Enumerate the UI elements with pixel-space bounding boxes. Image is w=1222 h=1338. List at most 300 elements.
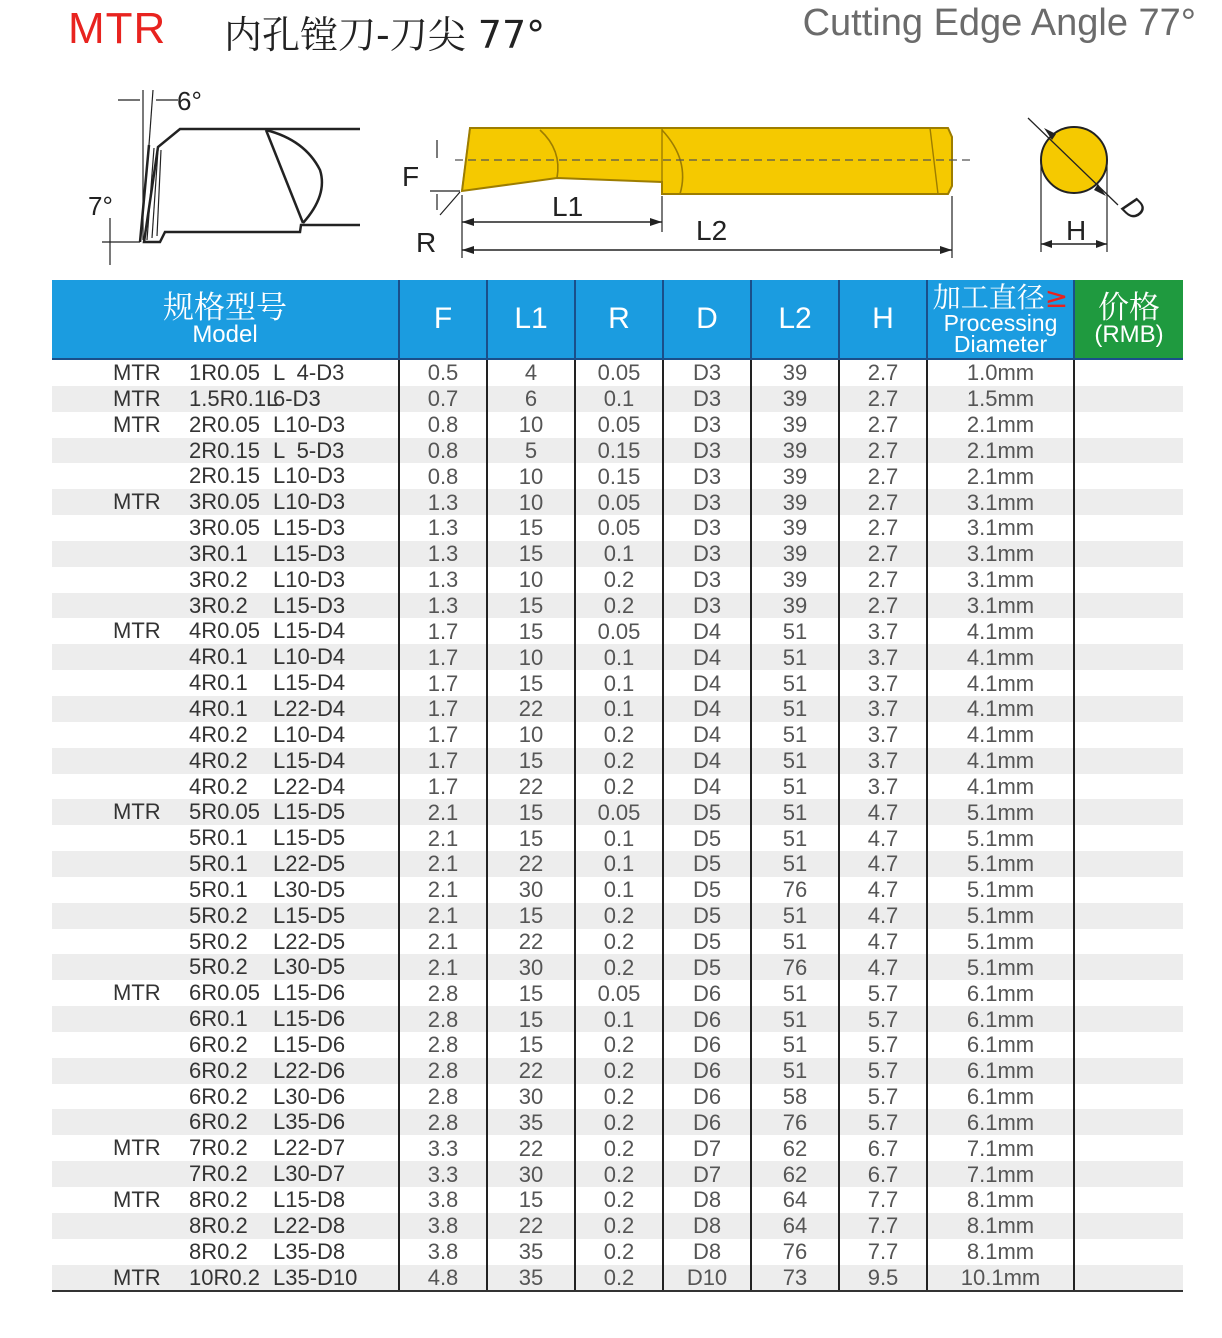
cell-h: 3.7 (839, 748, 927, 774)
table-row (52, 567, 1183, 593)
model-part-b: 6-D3 (273, 385, 321, 411)
cell-d: D3 (663, 359, 751, 386)
cell-l1: 10 (487, 489, 575, 515)
cell-l2: 51 (751, 644, 839, 670)
model-part-b: L10-D3 (273, 566, 346, 592)
cell-processing-diameter: 3.1mm (927, 541, 1074, 567)
cell-model (52, 774, 399, 800)
model-part-a: 2R0.15 (189, 463, 260, 489)
table-header-row (52, 280, 1183, 359)
cell-h: 2.7 (839, 541, 927, 567)
cell-processing-diameter: 8.1mm (927, 1213, 1074, 1239)
model-part-b: L15-D6 (273, 980, 346, 1006)
model-part-b: L15-D4 (273, 618, 346, 644)
model-part-pre: MTR (113, 799, 161, 825)
model-part-b: L10-D4 (273, 644, 346, 670)
model-part-a: 5R0.1 (189, 825, 248, 851)
cell-f: 1.7 (399, 670, 487, 696)
cell-r: 0.15 (575, 463, 663, 489)
label-l1: L1 (552, 191, 584, 222)
table-row (52, 359, 1183, 386)
model-part-a: 4R0.2 (189, 773, 248, 799)
model-part-b: L30-D6 (273, 1083, 346, 1109)
cell-model (52, 1058, 399, 1084)
model-part-pre: MTR (113, 1264, 161, 1290)
cell-processing-diameter: 4.1mm (927, 618, 1074, 644)
cell-l1: 35 (487, 1109, 575, 1135)
cell-processing-diameter: 8.1mm (927, 1187, 1074, 1213)
model-part-a: 3R0.1 (189, 540, 248, 566)
cell-d: D8 (663, 1239, 751, 1265)
cell-processing-diameter: 6.1mm (927, 1109, 1074, 1135)
cell-f: 3.3 (399, 1135, 487, 1161)
model-part-pre: MTR (113, 385, 161, 411)
cell-price (1074, 825, 1183, 851)
cell-r: 0.1 (575, 1006, 663, 1032)
cell-r: 0.05 (575, 489, 663, 515)
cell-d: D5 (663, 929, 751, 955)
cell-price (1074, 593, 1183, 619)
cell-l1: 22 (487, 929, 575, 955)
cell-l1: 22 (487, 774, 575, 800)
cell-r: 0.2 (575, 1265, 663, 1292)
cell-h: 5.7 (839, 1109, 927, 1135)
cell-f: 1.3 (399, 489, 487, 515)
cell-model (52, 799, 399, 825)
table-row (52, 1135, 1183, 1161)
cell-l2: 76 (751, 877, 839, 903)
cell-l2: 39 (751, 489, 839, 515)
table-row (52, 825, 1183, 851)
model-part-a: 8R0.2 (189, 1238, 248, 1264)
cell-r: 0.05 (575, 980, 663, 1006)
cell-price (1074, 1109, 1183, 1135)
cell-l1: 15 (487, 799, 575, 825)
cell-l1: 10 (487, 412, 575, 438)
cell-price (1074, 359, 1183, 386)
cell-h: 2.7 (839, 567, 927, 593)
cell-l2: 39 (751, 359, 839, 386)
model-part-b: L35-D6 (273, 1109, 346, 1135)
cell-r: 0.05 (575, 412, 663, 438)
header-price-en: (RMB) (1094, 321, 1164, 348)
cell-d: D4 (663, 644, 751, 670)
cell-l1: 22 (487, 1213, 575, 1239)
cell-d: D5 (663, 903, 751, 929)
cell-model (52, 1109, 399, 1135)
table-row (52, 1109, 1183, 1135)
cell-f: 2.8 (399, 1084, 487, 1110)
cell-model (52, 980, 399, 1006)
cell-l2: 51 (751, 618, 839, 644)
cell-l1: 15 (487, 1006, 575, 1032)
cell-price (1074, 954, 1183, 980)
cell-h: 2.7 (839, 438, 927, 464)
cell-r: 0.1 (575, 696, 663, 722)
cell-price (1074, 722, 1183, 748)
model-part-a: 5R0.2 (189, 954, 248, 980)
cell-model (52, 954, 399, 980)
model-part-pre: MTR (113, 618, 161, 644)
cell-processing-diameter: 4.1mm (927, 670, 1074, 696)
header-proc-en2: Diameter (953, 331, 1048, 357)
cell-f: 4.8 (399, 1265, 487, 1292)
cell-d: D6 (663, 1058, 751, 1084)
model-part-b: L15-D4 (273, 670, 346, 696)
cell-model (52, 438, 399, 464)
cell-l2: 51 (751, 1032, 839, 1058)
cell-l1: 15 (487, 825, 575, 851)
cell-l1: 4 (487, 359, 575, 386)
cell-price (1074, 438, 1183, 464)
cell-d: D10 (663, 1265, 751, 1292)
cell-price (1074, 463, 1183, 489)
cell-f: 3.3 (399, 1161, 487, 1187)
cell-processing-diameter: 3.1mm (927, 515, 1074, 541)
cell-f: 3.8 (399, 1213, 487, 1239)
cell-r: 0.1 (575, 825, 663, 851)
cell-f: 2.8 (399, 1006, 487, 1032)
cell-processing-diameter: 6.1mm (927, 980, 1074, 1006)
model-part-a: 4R0.2 (189, 747, 248, 773)
cell-l2: 51 (751, 748, 839, 774)
cell-d: D4 (663, 696, 751, 722)
table-row (52, 877, 1183, 903)
tool-diagram (0, 0, 1222, 280)
cell-model (52, 359, 399, 386)
cell-l2: 51 (751, 799, 839, 825)
cell-model (52, 1161, 399, 1187)
cell-h: 4.7 (839, 877, 927, 903)
cell-model (52, 541, 399, 567)
cell-price (1074, 903, 1183, 929)
cell-d: D3 (663, 541, 751, 567)
model-part-b: L10-D3 (273, 463, 346, 489)
cell-price (1074, 1265, 1183, 1292)
cell-price (1074, 1084, 1183, 1110)
label-h: H (1066, 215, 1087, 246)
cell-h: 3.7 (839, 644, 927, 670)
cell-h: 4.7 (839, 929, 927, 955)
cell-r: 0.05 (575, 359, 663, 386)
model-part-a: 6R0.2 (189, 1083, 248, 1109)
model-part-a: 1R0.05 (189, 360, 260, 385)
label-d: D (1115, 190, 1152, 227)
cell-d: D4 (663, 722, 751, 748)
cell-r: 0.1 (575, 670, 663, 696)
label-f: F (402, 161, 420, 192)
cell-l2: 51 (751, 1058, 839, 1084)
header-proc-cn: 加工直径 (932, 281, 1045, 314)
cell-price (1074, 929, 1183, 955)
cell-h: 5.7 (839, 1058, 927, 1084)
cell-l2: 39 (751, 463, 839, 489)
cell-d: D3 (663, 567, 751, 593)
cell-r: 0.2 (575, 722, 663, 748)
cell-price (1074, 774, 1183, 800)
cell-price (1074, 515, 1183, 541)
cell-r: 0.2 (575, 1058, 663, 1084)
cell-l2: 51 (751, 929, 839, 955)
cell-model (52, 593, 399, 619)
cell-l1: 30 (487, 877, 575, 903)
model-part-b: L15-D8 (273, 1187, 346, 1212)
cell-l2: 51 (751, 774, 839, 800)
cell-l1: 30 (487, 1084, 575, 1110)
cell-model (52, 748, 399, 774)
table-row (52, 386, 1183, 412)
header-h: H (839, 280, 927, 359)
model-part-a: 5R0.05 (189, 799, 260, 825)
cell-d: D4 (663, 670, 751, 696)
label-l2: L2 (696, 215, 728, 246)
cell-d: D3 (663, 515, 751, 541)
cell-l1: 30 (487, 1161, 575, 1187)
header-price (1074, 280, 1183, 359)
header-proc-en1: Processing (943, 310, 1058, 336)
model-part-a: 2R0.15 (189, 437, 260, 463)
table-row (52, 670, 1183, 696)
cell-l1: 10 (487, 722, 575, 748)
cell-f: 0.8 (399, 463, 487, 489)
cell-l1: 15 (487, 748, 575, 774)
table-row (52, 1213, 1183, 1239)
product-code: MTR (68, 4, 167, 53)
cell-price (1074, 851, 1183, 877)
model-part-b: L 5-D3 (273, 437, 345, 463)
model-part-a: 4R0.1 (189, 644, 248, 670)
cell-h: 6.7 (839, 1161, 927, 1187)
cell-r: 0.2 (575, 1239, 663, 1265)
cell-d: D3 (663, 489, 751, 515)
cell-l2: 51 (751, 696, 839, 722)
cell-f: 1.3 (399, 541, 487, 567)
cell-h: 2.7 (839, 515, 927, 541)
cell-r: 0.2 (575, 1032, 663, 1058)
cell-h: 5.7 (839, 1032, 927, 1058)
cell-model (52, 644, 399, 670)
cell-model (52, 1265, 399, 1292)
cell-price (1074, 1006, 1183, 1032)
cell-l1: 10 (487, 644, 575, 670)
cell-processing-diameter: 4.1mm (927, 774, 1074, 800)
cell-r: 0.1 (575, 877, 663, 903)
cell-price (1074, 748, 1183, 774)
cell-model (52, 386, 399, 412)
cell-l1: 22 (487, 851, 575, 877)
cell-l2: 39 (751, 541, 839, 567)
model-part-a: 3R0.05 (189, 489, 260, 515)
table-row (52, 1239, 1183, 1265)
cell-d: D6 (663, 980, 751, 1006)
table-row (52, 929, 1183, 955)
model-part-pre: MTR (113, 360, 161, 385)
model-part-b: L22-D4 (273, 695, 346, 721)
table-row (52, 489, 1183, 515)
cell-h: 2.7 (839, 412, 927, 438)
header-model (52, 280, 399, 359)
cell-model (52, 515, 399, 541)
model-part-a: 1.5R0.1L (189, 385, 279, 411)
header-l2: L2 (751, 280, 839, 359)
cell-l2: 39 (751, 438, 839, 464)
model-part-a: 6R0.1 (189, 1006, 248, 1032)
cell-r: 0.2 (575, 1084, 663, 1110)
cell-l2: 51 (751, 851, 839, 877)
angle-side-label: 7° (88, 191, 113, 221)
cell-d: D8 (663, 1213, 751, 1239)
cell-d: D5 (663, 877, 751, 903)
cell-processing-diameter: 6.1mm (927, 1006, 1074, 1032)
table-row (52, 1006, 1183, 1032)
cell-model (52, 463, 399, 489)
cell-processing-diameter: 4.1mm (927, 748, 1074, 774)
cell-model (52, 670, 399, 696)
cell-r: 0.2 (575, 954, 663, 980)
cell-model (52, 412, 399, 438)
spec-table-wrapper (52, 280, 1183, 1292)
cell-l2: 62 (751, 1161, 839, 1187)
cell-h: 4.7 (839, 903, 927, 929)
cell-price (1074, 1213, 1183, 1239)
cell-h: 9.5 (839, 1265, 927, 1292)
table-row (52, 722, 1183, 748)
model-part-a: 5R0.2 (189, 928, 248, 954)
cell-price (1074, 1161, 1183, 1187)
cell-f: 2.1 (399, 903, 487, 929)
table-row (52, 1161, 1183, 1187)
cell-l1: 22 (487, 696, 575, 722)
cell-d: D6 (663, 1006, 751, 1032)
cell-l1: 15 (487, 670, 575, 696)
table-row (52, 644, 1183, 670)
table-row (52, 412, 1183, 438)
cell-l1: 15 (487, 1032, 575, 1058)
product-title-cn: 内孔镗刀-刀尖 77° (224, 13, 546, 57)
cell-d: D6 (663, 1109, 751, 1135)
model-part-b: L15-D6 (273, 1006, 346, 1032)
model-part-pre: MTR (113, 1135, 161, 1161)
cell-l2: 76 (751, 954, 839, 980)
table-row (52, 696, 1183, 722)
model-part-pre: MTR (113, 489, 161, 515)
table-row (52, 903, 1183, 929)
cell-model (52, 825, 399, 851)
cell-r: 0.1 (575, 541, 663, 567)
cell-h: 2.7 (839, 489, 927, 515)
model-part-a: 6R0.2 (189, 1057, 248, 1083)
table-row (52, 748, 1183, 774)
cell-f: 1.7 (399, 774, 487, 800)
cell-model (52, 567, 399, 593)
model-part-b: L10-D4 (273, 721, 346, 747)
cell-f: 1.7 (399, 748, 487, 774)
model-part-b: L15-D3 (273, 592, 346, 618)
model-part-b: L15-D4 (273, 747, 346, 773)
cell-r: 0.2 (575, 774, 663, 800)
model-part-a: 4R0.2 (189, 721, 248, 747)
cell-d: D4 (663, 618, 751, 644)
cell-l2: 39 (751, 412, 839, 438)
model-part-b: L35-D10 (273, 1264, 358, 1290)
cell-l2: 51 (751, 825, 839, 851)
cell-h: 3.7 (839, 696, 927, 722)
cell-processing-diameter: 1.0mm (927, 359, 1074, 386)
cell-model (52, 1213, 399, 1239)
cell-l1: 5 (487, 438, 575, 464)
cell-f: 3.8 (399, 1239, 487, 1265)
model-part-a: 3R0.2 (189, 566, 248, 592)
model-part-b: L15-D6 (273, 1031, 346, 1057)
model-part-a: 4R0.05 (189, 618, 260, 644)
cell-l2: 39 (751, 386, 839, 412)
model-part-b: L15-D3 (273, 515, 346, 541)
cell-processing-diameter: 4.1mm (927, 722, 1074, 748)
tip-detail-view (102, 90, 360, 265)
cell-price (1074, 696, 1183, 722)
cell-f: 2.8 (399, 980, 487, 1006)
model-part-b: L22-D7 (273, 1135, 346, 1161)
cell-l1: 15 (487, 903, 575, 929)
cell-f: 2.8 (399, 1032, 487, 1058)
model-part-pre: MTR (113, 411, 161, 437)
header-proc-cn-line (928, 283, 1073, 313)
cell-h: 4.7 (839, 851, 927, 877)
header-r: R (575, 280, 663, 359)
cell-f: 2.8 (399, 1058, 487, 1084)
cell-d: D3 (663, 593, 751, 619)
cell-model (52, 877, 399, 903)
cell-d: D5 (663, 851, 751, 877)
cell-l2: 76 (751, 1109, 839, 1135)
cell-processing-diameter: 7.1mm (927, 1161, 1074, 1187)
cell-r: 0.2 (575, 593, 663, 619)
model-part-b: L15-D5 (273, 825, 346, 851)
cell-processing-diameter: 7.1mm (927, 1135, 1074, 1161)
cell-d: D4 (663, 774, 751, 800)
table-row (52, 515, 1183, 541)
cell-price (1074, 541, 1183, 567)
cell-d: D3 (663, 463, 751, 489)
cell-processing-diameter: 6.1mm (927, 1084, 1074, 1110)
cell-h: 7.7 (839, 1239, 927, 1265)
cell-model (52, 1187, 399, 1213)
cell-d: D3 (663, 386, 751, 412)
model-part-b: L35-D8 (273, 1238, 346, 1264)
cell-price (1074, 489, 1183, 515)
cell-d: D5 (663, 954, 751, 980)
table-row (52, 541, 1183, 567)
cell-l2: 39 (751, 593, 839, 619)
cell-l2: 76 (751, 1239, 839, 1265)
cell-h: 5.7 (839, 1084, 927, 1110)
cell-h: 7.7 (839, 1187, 927, 1213)
cell-processing-diameter: 2.1mm (927, 438, 1074, 464)
cell-h: 2.7 (839, 386, 927, 412)
cell-r: 0.2 (575, 1135, 663, 1161)
angle-top-label: 6° (177, 86, 202, 116)
cell-l1: 22 (487, 1058, 575, 1084)
model-part-b: L 4-D3 (273, 360, 345, 385)
table-row (52, 1084, 1183, 1110)
cell-price (1074, 980, 1183, 1006)
cell-d: D6 (663, 1084, 751, 1110)
cell-d: D4 (663, 748, 751, 774)
cell-r: 0.2 (575, 567, 663, 593)
cell-model (52, 851, 399, 877)
cell-l2: 64 (751, 1187, 839, 1213)
cell-f: 2.1 (399, 851, 487, 877)
